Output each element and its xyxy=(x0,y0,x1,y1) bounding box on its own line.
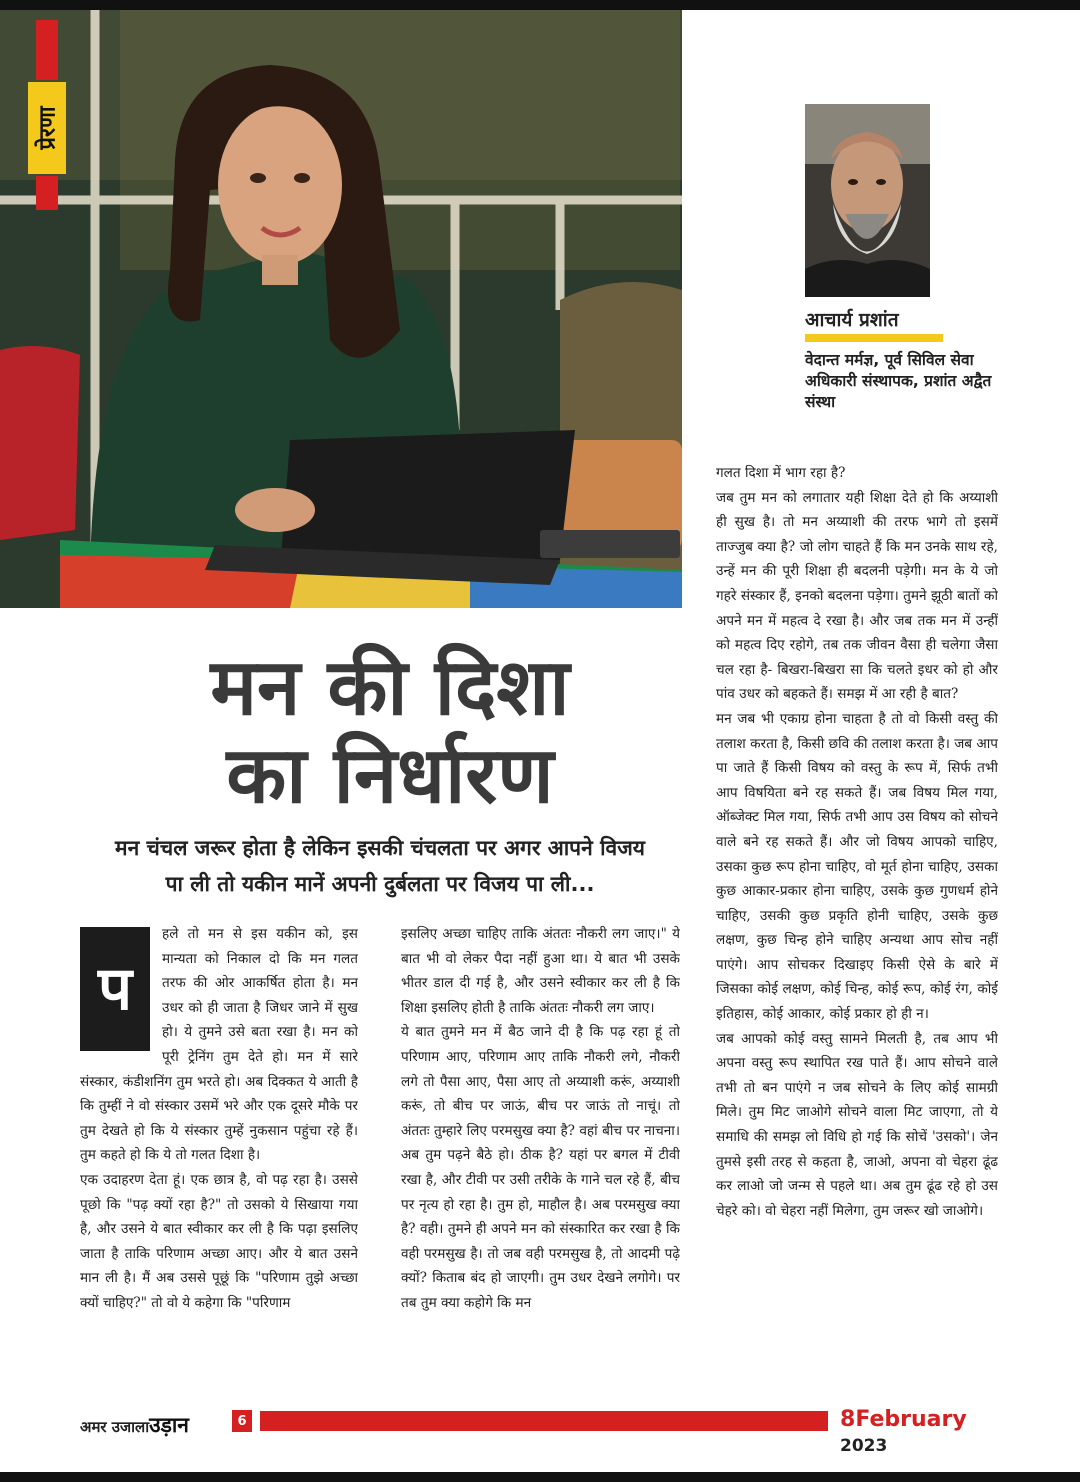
brand-name: उड़ान xyxy=(149,1413,189,1437)
paragraph: जब तुम मन को लगातार यही शिक्षा देते हो कि अय्याशी ही सुख है। तो मन अय्याशी की तरफ भागे तो इसमें ताज्जुब क्या है? जो लोग चाहते हैं कि मन उनके साथ रहे, उन्हें मन की पूरी शिक्षा ही बदलनी पड़ेगी। मन के ये जो गहरे संस्कार हैं, इनको बदलना पड़ेगा। तुमने झूठी बातों को अपने मन में महत्व दे रखा है। और जब तक मन में उन्हीं को महत्व दिए रहोगे, तब तक जीवन वैसा ही चलेगा जैसा चल रहा है- बिखरा-बिखरा सा कि चलते इधर को हो और पांव उधर को बहकते हैं। समझ में आ रही है बात? xyxy=(716,489,998,703)
page-number: 6 xyxy=(232,1410,252,1432)
subheadline-line-1: मन चंचल जरूर होता है लेकिन इसकी चंचलता पर अगर आपने विजय xyxy=(115,836,645,860)
date-year: 2023 xyxy=(840,1436,888,1456)
brand-prefix: अमर उजाला xyxy=(80,1418,150,1436)
author-description: वेदान्त मर्मज्ञ, पूर्व सिविल सेवा अधिकारी संस्थापक, प्रशांत अद्वैत संस्था xyxy=(805,351,992,411)
article-column-1 xyxy=(80,922,358,1386)
issue-date xyxy=(840,1407,1000,1457)
section-tag-red-bottom xyxy=(36,176,58,210)
paragraph: हले तो मन से इस यकीन को, इस मान्यता को निकाल दो कि मन गलत तरफ की ओर आकर्षित होता है। मन उधर को ही जाता है जिधर जाने में सुख हो। ये तुमने उसे बता रखा है। मन को पूरी ट्रेनिंग तुम देते हो। मन में सारे संस्कार, कंडीशनिंग तुम भरते हो। अब दिक्कत ये आती है कि तुम्हीं ने वो संस्कार उसमें भरे और एक दूसरे मौके पर तुम देखते हो कि ये संस्कार तुम्हें नुकसान पहुंचा रहे हैं। तुम कहते हो कि ये तो गलत दिशा है। xyxy=(80,926,358,1164)
footer-red-rule xyxy=(260,1411,828,1431)
section-tag-label: प्रेरणा xyxy=(36,106,61,150)
section-tag xyxy=(28,20,66,210)
dropcap: प xyxy=(80,927,150,1051)
paragraph: इसलिए अच्छा चाहिए ताकि अंततः नौकरी लग जाए।" ये बात भी वो लेकर पैदा नहीं हुआ था। ये बात भी उसके भीतर डाल दी गई है, और उसने स्वीकार कर ली है कि शिक्षा इसलिए होती है ताकि अंततः नौकरी लग जाए। xyxy=(401,926,680,1016)
article-column-3 xyxy=(716,461,998,1386)
author-name-underline xyxy=(805,334,943,342)
hero-photo-illustration xyxy=(0,10,682,608)
article-column-2 xyxy=(401,922,680,1386)
headline-line-1: मन की दिशा xyxy=(210,643,570,733)
paragraph: गलत दिशा में भाग रहा है? xyxy=(716,465,846,481)
date-month: February xyxy=(855,1407,967,1432)
paragraph: एक उदाहरण देता हूं। एक छात्र है, वो पढ़ रहा है। उससे पूछो कि "पढ़ क्यों रहा है?" तो उसको ये सिखाया गया है, और उसने ये बात स्वीकार कर ली है कि पढ़ा इसलिए जाता है ताकि परिणाम अच्छा आए। और ये बात उसने मान ली है। मैं अब उससे पूछूं कि "परिणाम तुझे अच्छा क्यों चाहिए?" तो वो ये कहेगा कि "परिणाम xyxy=(80,1171,358,1311)
hero-photo xyxy=(0,10,682,608)
author-name: आचार्य प्रशांत xyxy=(805,309,899,331)
section-tag-red-top xyxy=(36,20,58,80)
author-portrait-illustration xyxy=(805,104,930,297)
paragraph: ये बात तुमने मन में बैठ जाने दी है कि पढ़ रहा हूं तो परिणाम आए, परिणाम आए ताकि नौकरी लगे, नौकरी लगे तो पैसा आए, पैसा आए तो अय्याशी करूं, अय्याशी करूं, तो बीच पर जाऊं, बीच पर जाऊं तो नाचूं। तो अंततः तुम्हारे लिए परमसुख क्या है? वहां बीच पर नाचना। अब तुम पढ़ने बैठे हो। ठीक है? यहां पर बगल में टीवी रखा है, और टीवी पर उसी तरीके के गाने चल रहे हैं, बीच पर नृत्य हो रहा है। तुम हो, माहौल है। अब परमसुख क्या है? वही। तुमने ही अपने मन को संस्कारित कर रखा है कि वही परमसुख है। तो जब वही परमसुख है, तो आदमी पढ़े क्यों? किताब बंद हो जाएगी। तुम उधर देखने लगोगे। पर तब तुम क्या कहोगे कि मन xyxy=(401,1024,680,1311)
author-photo xyxy=(805,104,930,297)
date-day: 8 xyxy=(840,1407,856,1432)
top-border xyxy=(0,0,1080,10)
bottom-border xyxy=(0,1472,1080,1482)
subheadline xyxy=(80,830,680,902)
headline-line-2: का निर्धारण xyxy=(226,731,554,821)
paragraph: जब आपको कोई वस्तु सामने मिलती है, तब आप भी अपना वस्तु रूप स्थापित रख पाते हैं। आप सोचने वाले तभी तो बन पाएंगे न जब सोचने के लिए कोई सामग्री मिले। तुम मिट जाओगे सोचने वाला मिट जाएगा, तो ये समाधि की समझ लो विधि हो गई कि सोचें 'उसको'। जेन तुमसे इसी तरह से कहता है, जाओ, अपना वो चेहरा ढूंढ कर लाओ जो जन्म से पहले था। अब तुम ढूंढ रहे हो उस चेहरे को। वो चेहरा नहीं मिलेगा, तुम जरूर खो जाओगे। xyxy=(716,1030,998,1219)
paragraph: मन जब भी एकाग्र होना चाहता है तो वो किसी वस्तु की तलाश करता है, किसी छवि की तलाश करता है। जब आप पा जाते हैं किसी विषय को वस्तु के रूप में, सिर्फ तभी आप विषयिता बने रह सकते हैं। जब विषय मिल गया, ऑब्जेक्ट मिल गया, सिर्फ तभी आप उस विषय को सोचने वाले बने रह सकते हैं। और जो विषय आपको चाहिए, उसका कुछ रूप होना चाहिए, वो मूर्त होना चाहिए, उसका कुछ आकार-प्रकार होना चाहिए, उसके कुछ गुणधर्म होने चाहिए, उसकी कुछ प्रकृति होनी चाहिए, उसके कुछ लक्षण, कुछ चिन्ह होने चाहिए अन्यथा आप सोच नहीं पाएंगे। आप सोचकर दिखाइए किसी ऐसे के बारे में जिसका कोई लक्षण, कोई चिन्ह, कोई रूप, कोई रंग, कोई इतिहास, कोई आकार, कोई प्रकार हो ही न। xyxy=(716,710,998,1023)
headline xyxy=(140,644,640,820)
subheadline-line-2: पा ली तो यकीन मानें अपनी दुर्बलता पर विजय पा ली... xyxy=(165,872,595,896)
publication-brand xyxy=(80,1411,189,1439)
page-footer xyxy=(80,1407,1000,1456)
